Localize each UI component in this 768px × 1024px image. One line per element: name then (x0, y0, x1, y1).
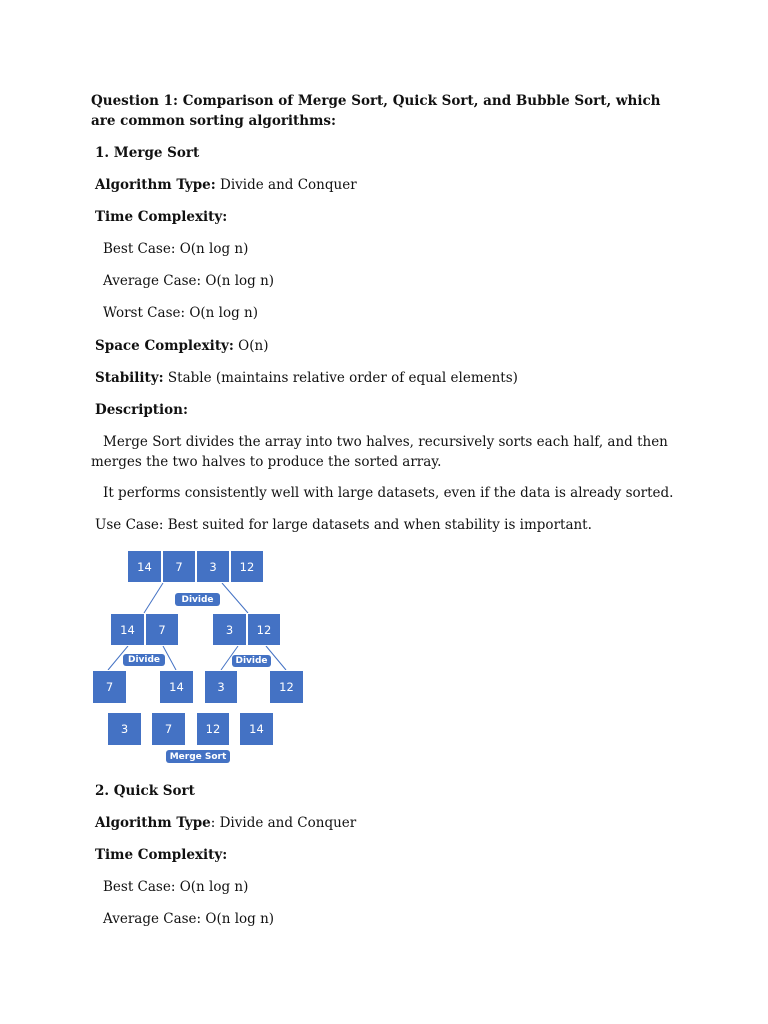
array-cell: 3 (196, 550, 230, 583)
merge-space-complexity (95, 337, 268, 356)
array-cell: 7 (162, 550, 196, 583)
merge-description-paragraph-1: Merge Sort divides the array into two halves, recursively sorts each half, and then merges the two halves to produce the sorted array. (91, 434, 668, 470)
array-cell: 3 (107, 712, 142, 746)
merge-stability (95, 369, 518, 388)
connector-line (144, 583, 163, 613)
merge-worst-case: Worst Case: O(n log n) (103, 305, 258, 321)
array-cell: 14 (239, 712, 274, 746)
array-cell: 12 (196, 712, 230, 746)
quick-best-case: Best Case: O(n log n) (103, 879, 249, 895)
merge-use-case: Use Case: Best suited for large datasets and when stability is important. (95, 517, 592, 533)
array-cell: 12 (247, 613, 281, 646)
merge-stability-label: Stability: (95, 370, 164, 386)
array-cell: 3 (204, 670, 238, 704)
array-cell: 7 (92, 670, 127, 704)
array-cell: 12 (269, 670, 304, 704)
quick-algorithm-type-label: Algorithm Type (95, 815, 211, 831)
question-title: Question 1: Comparison of Merge Sort, Quick Sort, and Bubble Sort, which are common sorting algorithms: (91, 93, 661, 129)
array-cell: 14 (110, 613, 145, 646)
quick-average-case: Average Case: O(n log n) (103, 911, 275, 927)
merge-space-complexity-label: Space Complexity: (95, 338, 234, 354)
merge-sort-label: Merge Sort (166, 750, 230, 763)
merge-best-case: Best Case: O(n log n) (103, 241, 249, 257)
merge-description-label: Description: (95, 402, 188, 418)
array-cell: 14 (127, 550, 162, 583)
divide-label: Divide (123, 654, 165, 666)
merge-space-complexity-value: O(n) (233, 338, 269, 354)
divide-label: Divide (175, 593, 220, 606)
quick-sort-heading: 2. Quick Sort (95, 783, 195, 799)
merge-sort-diagram (88, 544, 318, 770)
merge-algorithm-type-value: Divide and Conquer (215, 177, 357, 193)
quick-algorithm-type (95, 814, 356, 833)
merge-algorithm-type-label: Algorithm Type: (95, 177, 216, 193)
quick-time-complexity-label: Time Complexity: (95, 847, 228, 863)
merge-stability-value: Stable (maintains relative order of equal elements) (163, 370, 518, 386)
merge-algorithm-type (95, 176, 357, 195)
array-cell: 3 (212, 613, 247, 646)
array-cell: 12 (230, 550, 264, 583)
array-cell: 7 (151, 712, 186, 746)
divide-label: Divide (232, 655, 271, 667)
quick-algorithm-type-value: : Divide and Conquer (210, 815, 357, 831)
array-cell: 14 (159, 670, 194, 704)
merge-sort-heading: 1. Merge Sort (95, 145, 200, 161)
merge-description-paragraph-2: It performs consistently well with large datasets, even if the data is already sorted. (103, 485, 674, 501)
merge-average-case: Average Case: O(n log n) (103, 273, 275, 289)
connector-line (222, 583, 248, 613)
array-cell: 7 (145, 613, 179, 646)
merge-time-complexity-label: Time Complexity: (95, 209, 228, 225)
